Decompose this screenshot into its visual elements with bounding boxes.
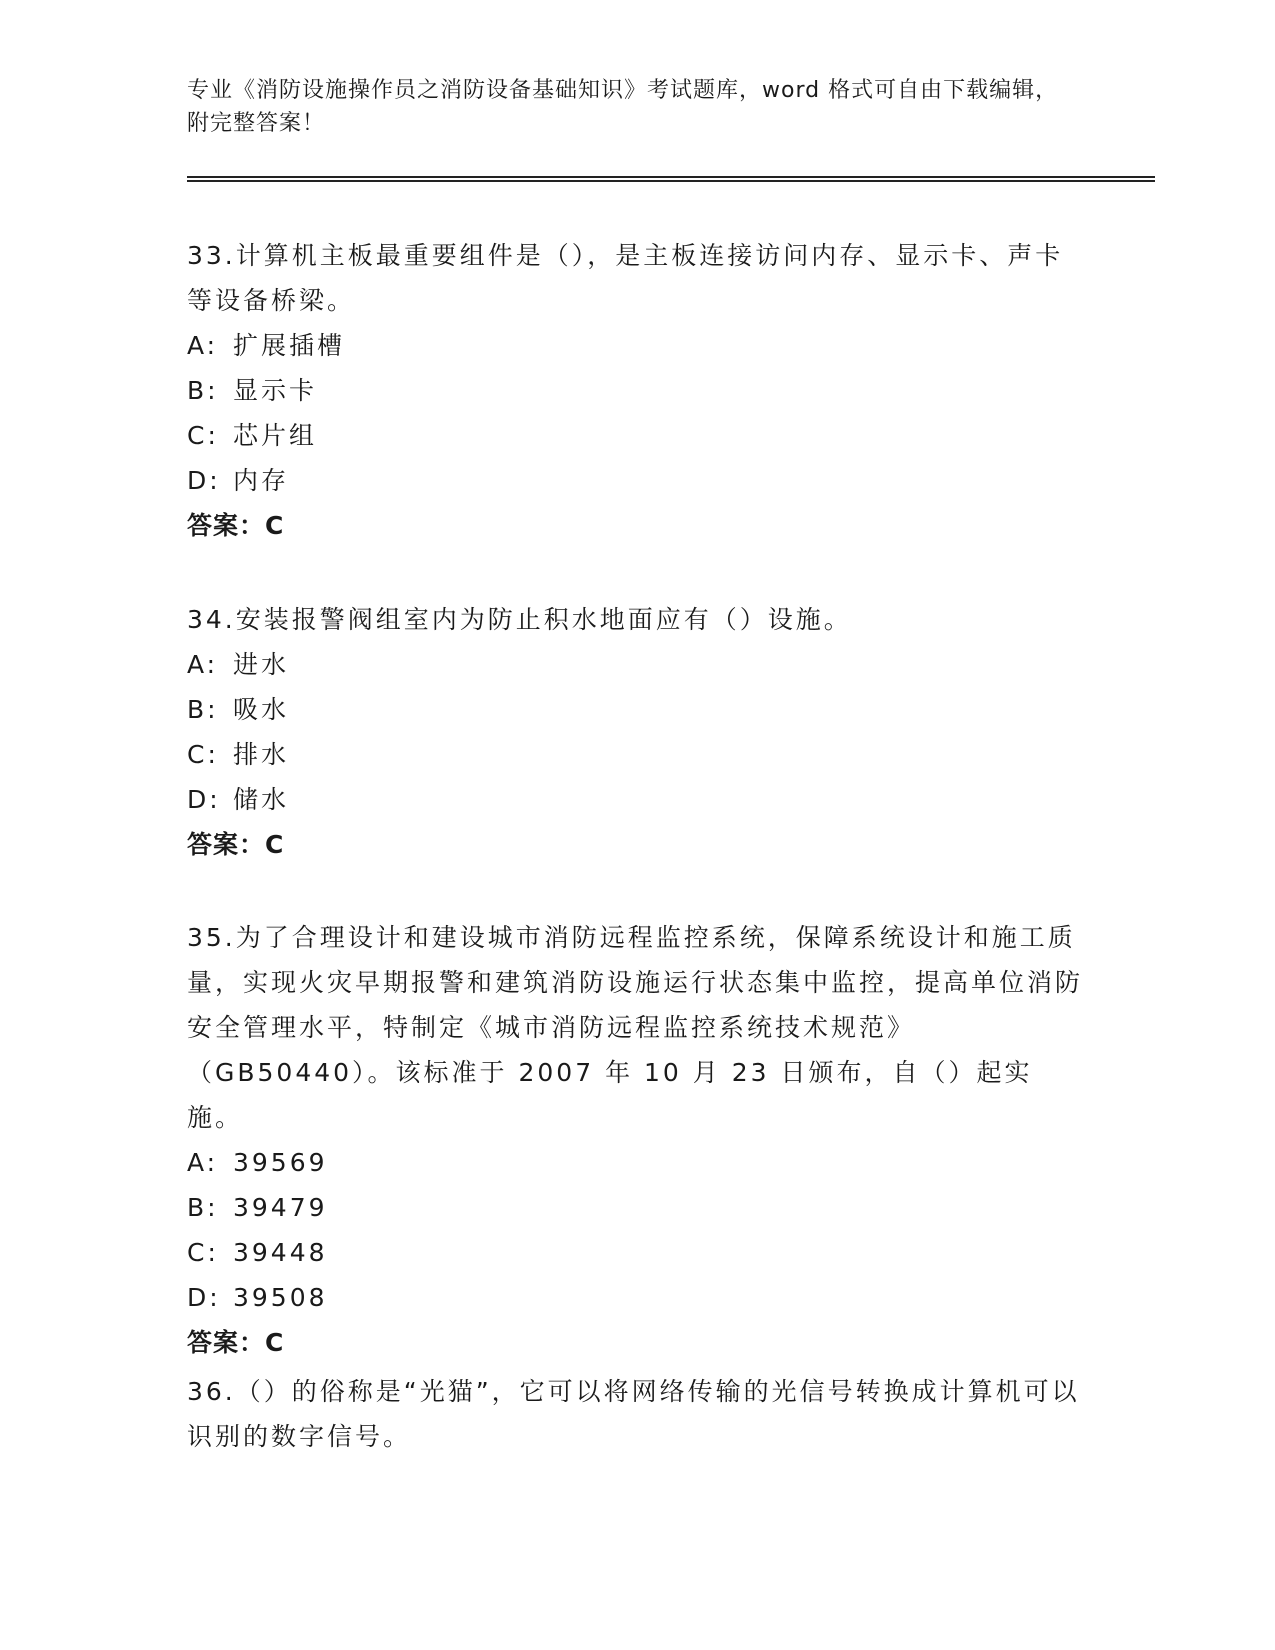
option-text: 排水 (233, 740, 290, 769)
option-text: 芯片组 (233, 421, 318, 450)
header-double-rule (187, 176, 1155, 182)
option-c (187, 413, 1087, 458)
question-34 (187, 597, 1087, 867)
option-letter: B: (187, 376, 219, 405)
answer-line: 答案：C (187, 1328, 285, 1357)
option-text: 39569 (233, 1148, 328, 1177)
option-text: 显示卡 (233, 376, 318, 405)
option-a (187, 642, 1087, 687)
option-b (187, 368, 1087, 413)
option-a (187, 323, 1087, 368)
option-d (187, 458, 1087, 503)
answer-line: 答案：C (187, 511, 285, 540)
question-stem: 35.为了合理设计和建设城市消防远程监控系统，保障系统设计和施工质量，实现火灾早期报警和建筑消防设施运行状态集中监控，提高单位消防安全管理水平，特制定《城市消防远程监控系统技术规范》（GB50440）。该标准于 2007 年 10 月 23 日颁布，自（）起实施。 (187, 923, 1084, 1132)
answer-line: 答案：C (187, 830, 285, 859)
option-letter: A: (187, 331, 219, 360)
option-letter: B: (187, 695, 219, 724)
question-35 (187, 915, 1087, 1365)
option-letter: C: (187, 740, 219, 769)
option-b (187, 1185, 1087, 1230)
option-text: 储水 (233, 785, 290, 814)
question-33 (187, 233, 1087, 548)
option-letter: C: (187, 1238, 219, 1267)
option-text: 扩展插槽 (233, 331, 346, 360)
option-letter: D: (187, 1283, 221, 1312)
option-text: 吸水 (233, 695, 290, 724)
question-stem: 33.计算机主板最重要组件是（），是主板连接访问内存、显示卡、声卡等设备桥梁。 (187, 241, 1064, 315)
option-text: 进水 (233, 650, 290, 679)
question-stem: 34.安装报警阀组室内为防止积水地面应有（）设施。 (187, 605, 852, 634)
option-b (187, 687, 1087, 732)
option-letter: A: (187, 1148, 219, 1177)
option-text: 39448 (233, 1238, 328, 1267)
option-text: 39479 (233, 1193, 328, 1222)
question-36 (187, 1369, 1087, 1459)
option-letter: A: (187, 650, 219, 679)
header-note: 专业《消防设施操作员之消防设备基础知识》考试题库，word 格式可自由下载编辑，附完整答案！ (187, 78, 1059, 136)
option-letter: D: (187, 466, 221, 495)
option-letter: C: (187, 421, 219, 450)
option-c (187, 1230, 1087, 1275)
question-stem: 36.（）的俗称是“光猫”，它可以将网络传输的光信号转换成计算机可以识别的数字信号。 (187, 1377, 1080, 1451)
option-text: 内存 (233, 466, 290, 495)
option-d (187, 777, 1087, 822)
option-a (187, 1140, 1087, 1185)
option-text: 39508 (233, 1283, 328, 1312)
option-d (187, 1275, 1087, 1320)
option-letter: D: (187, 785, 221, 814)
option-letter: B: (187, 1193, 219, 1222)
option-c (187, 732, 1087, 777)
